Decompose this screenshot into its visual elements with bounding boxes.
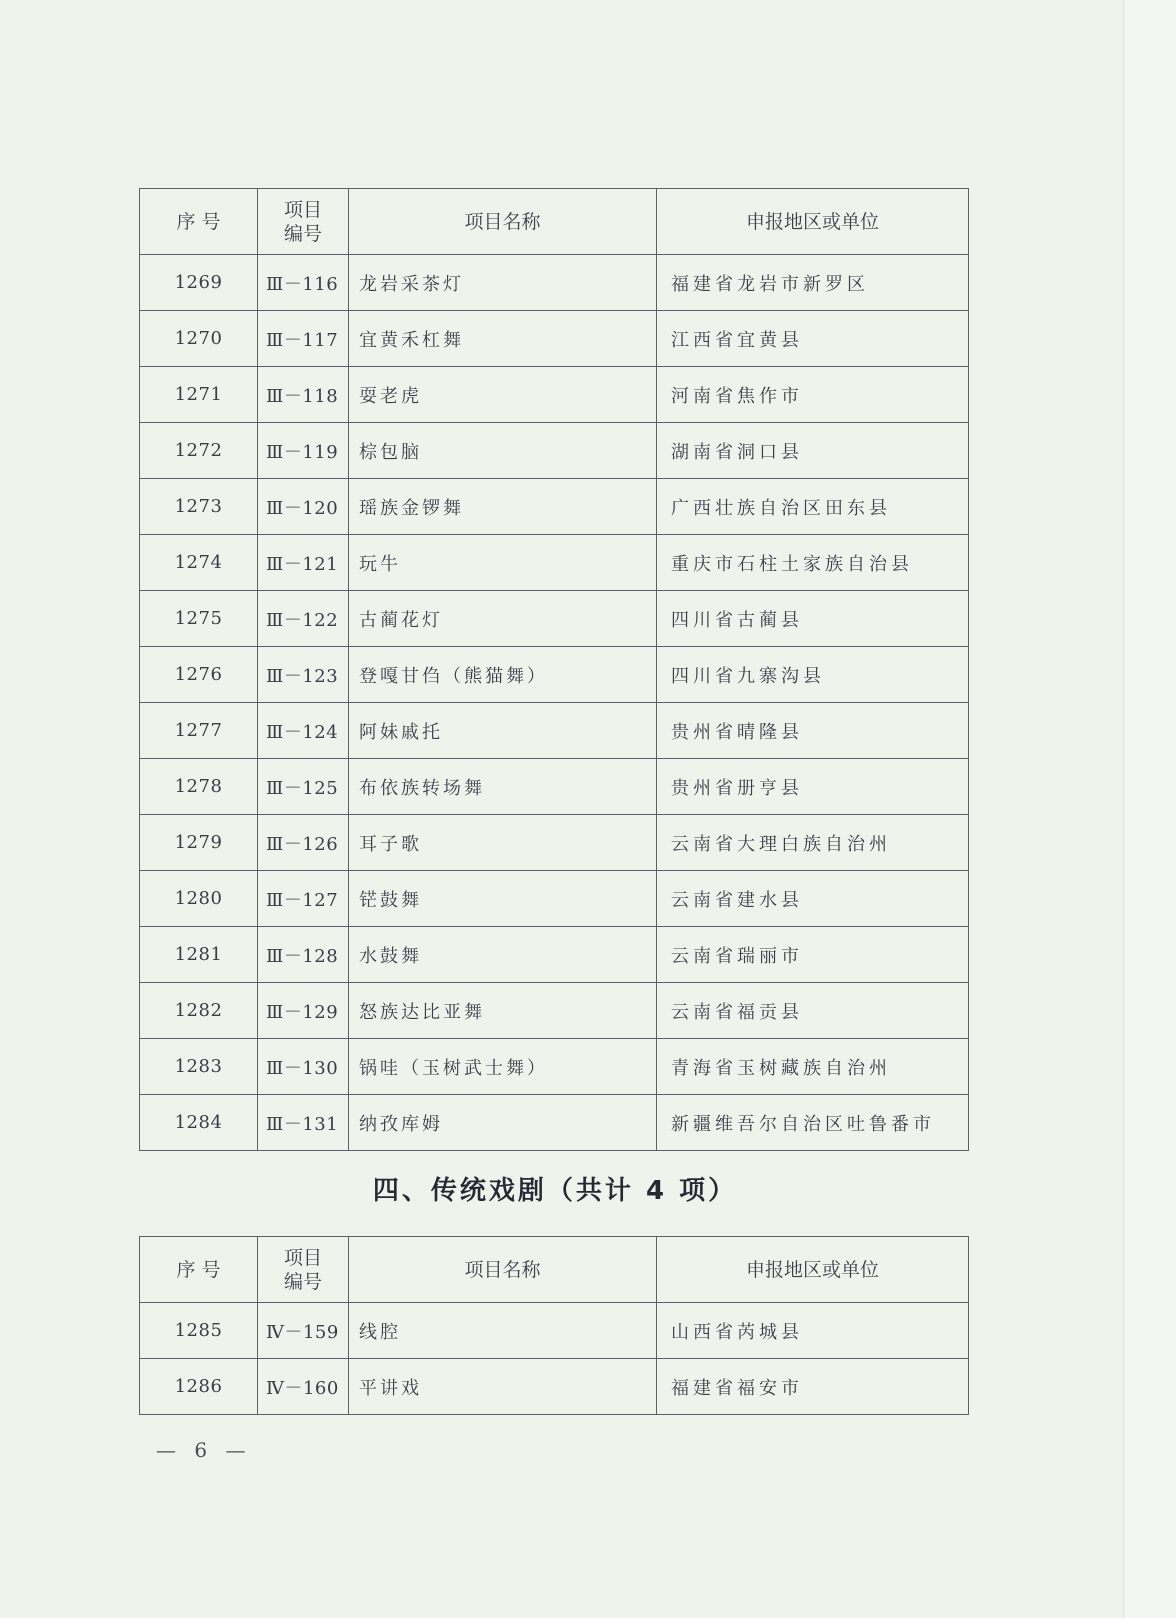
heritage-table-opera (139, 1236, 969, 1415)
table-row (140, 1095, 969, 1151)
page-edge (1123, 0, 1176, 1618)
header-seq: 序 号 (140, 1237, 258, 1303)
cell-code: Ⅲ－123 (258, 647, 349, 703)
cell-region: 云南省福贡县 (657, 983, 969, 1039)
section-heading: 四、传统戏剧（共计 4 项） (372, 1176, 738, 1206)
cell-region: 贵州省晴隆县 (657, 703, 969, 759)
cell-region: 山西省芮城县 (657, 1303, 969, 1359)
cell-code: Ⅲ－128 (258, 927, 349, 983)
header-name: 项目名称 (349, 189, 657, 255)
cell-name: 铓鼓舞 (349, 871, 657, 927)
header-code-line1: 项目 (283, 1246, 322, 1269)
cell-seq: 1283 (140, 1039, 258, 1095)
header-region: 申报地区或单位 (657, 1237, 969, 1303)
cell-seq: 1274 (140, 535, 258, 591)
table-row (140, 255, 969, 311)
cell-name: 耳子歌 (349, 815, 657, 871)
header-code-line1: 项目 (283, 198, 322, 221)
table-row (140, 871, 969, 927)
header-code-line2: 编号 (283, 1270, 322, 1293)
cell-region: 新疆维吾尔自治区吐鲁番市 (657, 1095, 969, 1151)
cell-region: 四川省九寨沟县 (657, 647, 969, 703)
cell-code: Ⅲ－120 (258, 479, 349, 535)
table-row (140, 983, 969, 1039)
cell-code: Ⅳ－160 (258, 1359, 349, 1415)
cell-name: 纳孜库姆 (349, 1095, 657, 1151)
cell-code: Ⅲ－126 (258, 815, 349, 871)
cell-code: Ⅲ－124 (258, 703, 349, 759)
cell-seq: 1281 (140, 927, 258, 983)
cell-region: 湖南省洞口县 (657, 423, 969, 479)
table-row (140, 815, 969, 871)
cell-name: 线腔 (349, 1303, 657, 1359)
table-row (140, 647, 969, 703)
table-row (140, 311, 969, 367)
cell-name: 瑶族金锣舞 (349, 479, 657, 535)
cell-seq: 1271 (140, 367, 258, 423)
heritage-table-dance (139, 188, 969, 1151)
cell-seq: 1273 (140, 479, 258, 535)
cell-code: Ⅲ－118 (258, 367, 349, 423)
cell-region: 青海省玉树藏族自治州 (657, 1039, 969, 1095)
cell-seq: 1282 (140, 983, 258, 1039)
table-row (140, 1303, 969, 1359)
header-code (258, 1237, 349, 1303)
header-code (258, 189, 349, 255)
cell-name: 布依族转场舞 (349, 759, 657, 815)
table-row (140, 535, 969, 591)
cell-name: 怒族达比亚舞 (349, 983, 657, 1039)
cell-name: 阿妹戚托 (349, 703, 657, 759)
cell-code: Ⅲ－127 (258, 871, 349, 927)
table-row (140, 703, 969, 759)
cell-region: 江西省宜黄县 (657, 311, 969, 367)
header-code-line2: 编号 (283, 222, 322, 245)
cell-region: 福建省福安市 (657, 1359, 969, 1415)
cell-code: Ⅲ－117 (258, 311, 349, 367)
cell-name: 古蔺花灯 (349, 591, 657, 647)
table-row (140, 367, 969, 423)
cell-region: 重庆市石柱土家族自治县 (657, 535, 969, 591)
cell-code: Ⅲ－119 (258, 423, 349, 479)
cell-seq: 1277 (140, 703, 258, 759)
header-region: 申报地区或单位 (657, 189, 969, 255)
cell-code: Ⅲ－116 (258, 255, 349, 311)
table-row (140, 591, 969, 647)
table-body (140, 1303, 969, 1415)
table-body (140, 255, 969, 1151)
cell-name: 锅哇（玉树武士舞） (349, 1039, 657, 1095)
cell-region: 云南省大理白族自治州 (657, 815, 969, 871)
cell-region: 四川省古蔺县 (657, 591, 969, 647)
cell-region: 云南省建水县 (657, 871, 969, 927)
cell-name: 龙岩采茶灯 (349, 255, 657, 311)
cell-code: Ⅲ－122 (258, 591, 349, 647)
cell-seq: 1286 (140, 1359, 258, 1415)
cell-region: 贵州省册亨县 (657, 759, 969, 815)
table-row (140, 1359, 969, 1415)
page-number: — 6 — (156, 1438, 252, 1462)
table-row (140, 759, 969, 815)
cell-seq: 1276 (140, 647, 258, 703)
cell-region: 福建省龙岩市新罗区 (657, 255, 969, 311)
table-header-row (140, 189, 969, 255)
cell-name: 耍老虎 (349, 367, 657, 423)
cell-seq: 1279 (140, 815, 258, 871)
header-name: 项目名称 (349, 1237, 657, 1303)
cell-name: 棕包脑 (349, 423, 657, 479)
cell-name: 平讲戏 (349, 1359, 657, 1415)
cell-seq: 1272 (140, 423, 258, 479)
cell-seq: 1284 (140, 1095, 258, 1151)
cell-region: 河南省焦作市 (657, 367, 969, 423)
table-row (140, 1039, 969, 1095)
cell-code: Ⅲ－125 (258, 759, 349, 815)
cell-seq: 1270 (140, 311, 258, 367)
cell-seq: 1275 (140, 591, 258, 647)
cell-name: 登嘎甘㑇（熊猫舞） (349, 647, 657, 703)
cell-region: 云南省瑞丽市 (657, 927, 969, 983)
cell-code: Ⅲ－130 (258, 1039, 349, 1095)
cell-seq: 1285 (140, 1303, 258, 1359)
cell-seq: 1278 (140, 759, 258, 815)
cell-name: 水鼓舞 (349, 927, 657, 983)
table-header-row (140, 1237, 969, 1303)
table-row (140, 479, 969, 535)
cell-code: Ⅲ－121 (258, 535, 349, 591)
cell-code: Ⅲ－129 (258, 983, 349, 1039)
cell-code: Ⅲ－131 (258, 1095, 349, 1151)
table-row (140, 927, 969, 983)
cell-name: 宜黄禾杠舞 (349, 311, 657, 367)
cell-name: 玩牛 (349, 535, 657, 591)
header-seq: 序 号 (140, 189, 258, 255)
table-row (140, 423, 969, 479)
cell-code: Ⅳ－159 (258, 1303, 349, 1359)
cell-region: 广西壮族自治区田东县 (657, 479, 969, 535)
cell-seq: 1269 (140, 255, 258, 311)
cell-seq: 1280 (140, 871, 258, 927)
